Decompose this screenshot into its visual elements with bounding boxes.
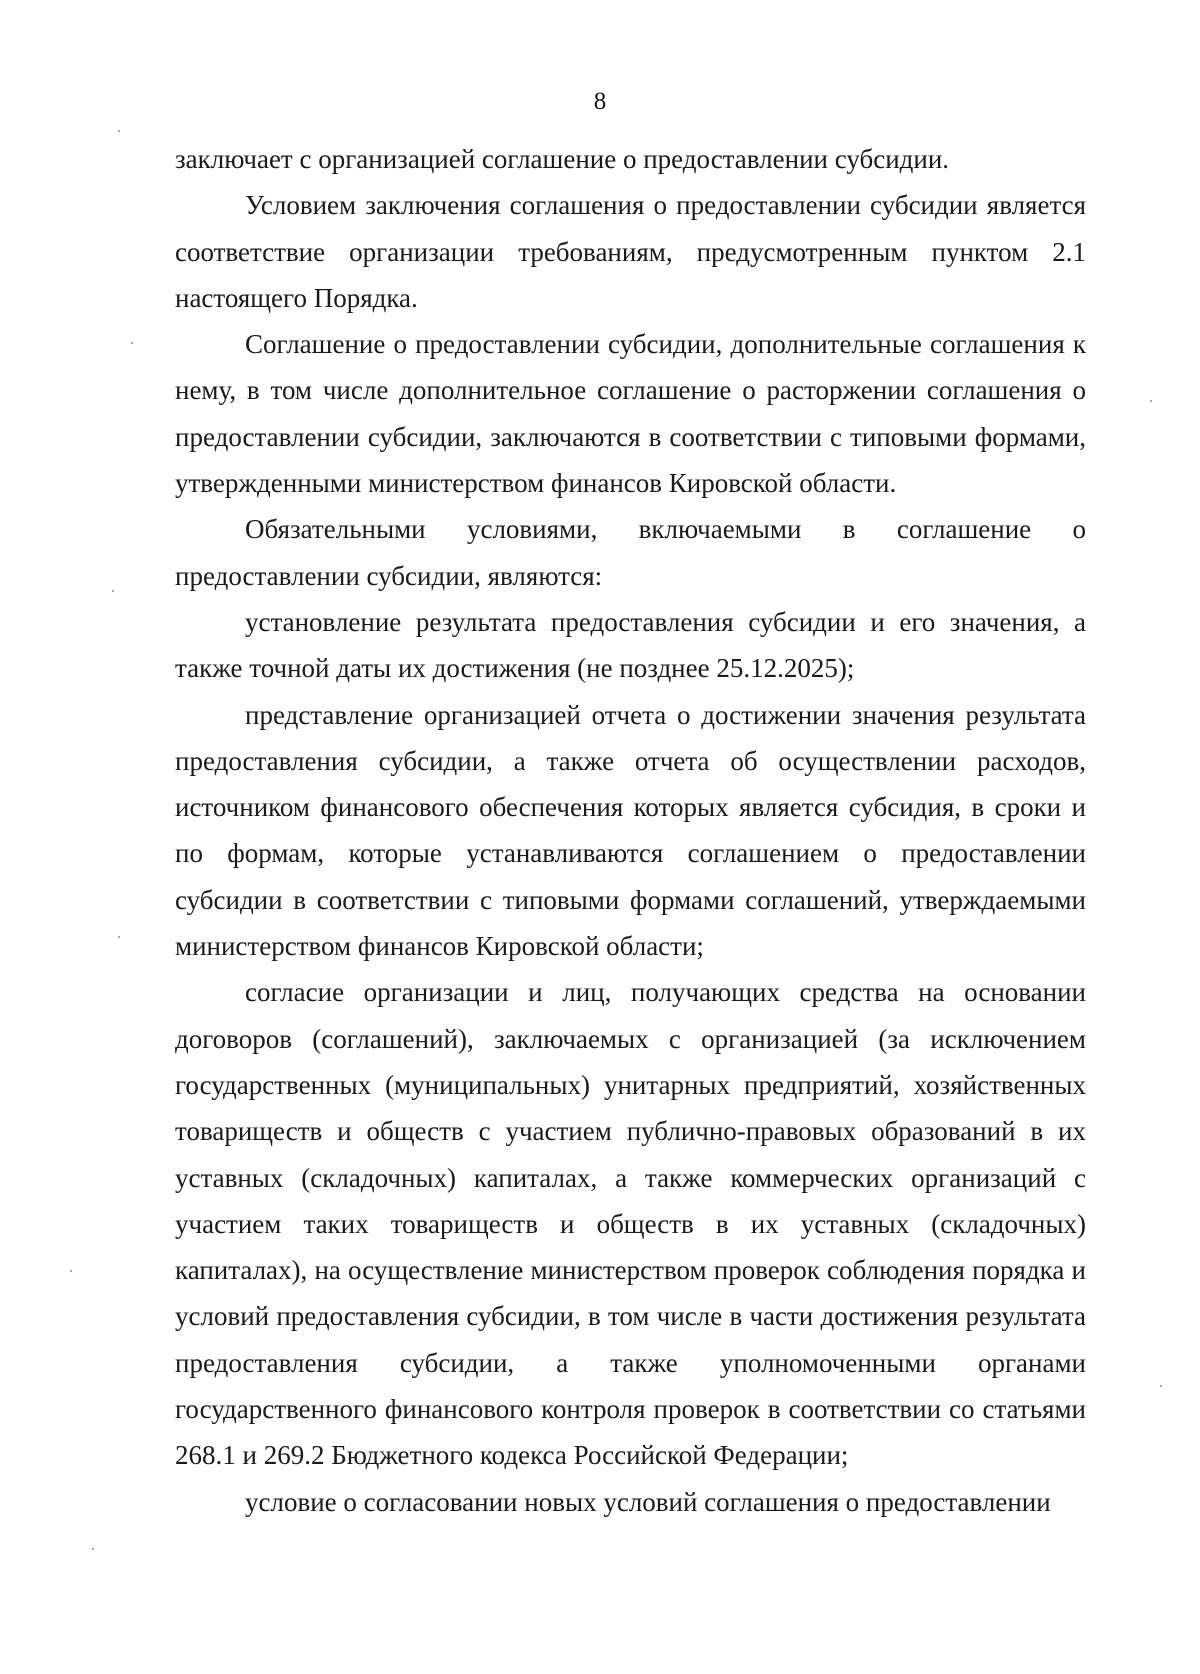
scan-speck [92,1548,94,1550]
page-number: 8 [593,88,607,115]
paragraph-6: представление организацией отчета о достижении значения результата предоставления субсидии, а также отчета об осуществлении расходов, источником финансового обеспечения которых является субсидия, в сроки и по формам, которые устанавливаются соглашением о предоставлении субсидии в соответствии с типовыми формами соглашений, утверждаемыми министерством финансов Кировской области; [175,699,1086,962]
paragraph-7: согласие организации и лиц, получающих средства на основании договоров (соглашений), заключаемых с организацией (за исключением государственных (муниципальных) унитарных предприятий, хозяйственных товариществ и обществ с участием публично-правовых образований в их уставных (складочных) капиталах, а также коммерческих организаций с участием таких товариществ и обществ в их уставных (складочных) капиталах), на осуществление министерством проверок соблюдения порядка и условий предоставления субсидии, в том числе в части достижения результата предоставления субсидии, а также уполномоченными органами государственного финансового контроля проверок в соответствии со статьями 268.1 и 269.2 Бюджетного кодекса Российской Федерации; [175,977,1086,1471]
document-body [175,136,1086,1525]
scan-speck [1160,1385,1162,1387]
paragraph-5: установление результата предоставления субсидии и его значения, а также точной даты их достижения (не позднее 25.12.2025); [175,606,1086,684]
paragraph-8: условие о согласовании новых условий соглашения о предоставлении [245,1486,1051,1517]
paragraph-2: Условием заключения соглашения о предоставлении субсидии является соответствие организации требованиям, предусмотренным пунктом 2.1 настоящего Порядка. [175,190,1086,313]
scan-speck [70,1270,72,1272]
scan-speck [131,342,133,344]
scan-speck [1150,400,1152,402]
paragraph-4: Обязательными условиями, включаемыми в соглашение о предоставлении субсидии, являются: [175,514,1086,591]
scan-speck [112,590,114,592]
scan-speck [118,130,120,132]
paragraph-1: заключает с организацией соглашение о предоставлении субсидии. [175,144,950,174]
paragraph-3: Соглашение о предоставлении субсидии, дополнительные соглашения к нему, в том числе дополнительное соглашение о расторжении соглашения о предоставлении субсидии, заключаются в соответствии с типовыми формами, утвержденными министерством финансов Кировской области. [175,329,1086,499]
scan-speck [118,936,120,938]
